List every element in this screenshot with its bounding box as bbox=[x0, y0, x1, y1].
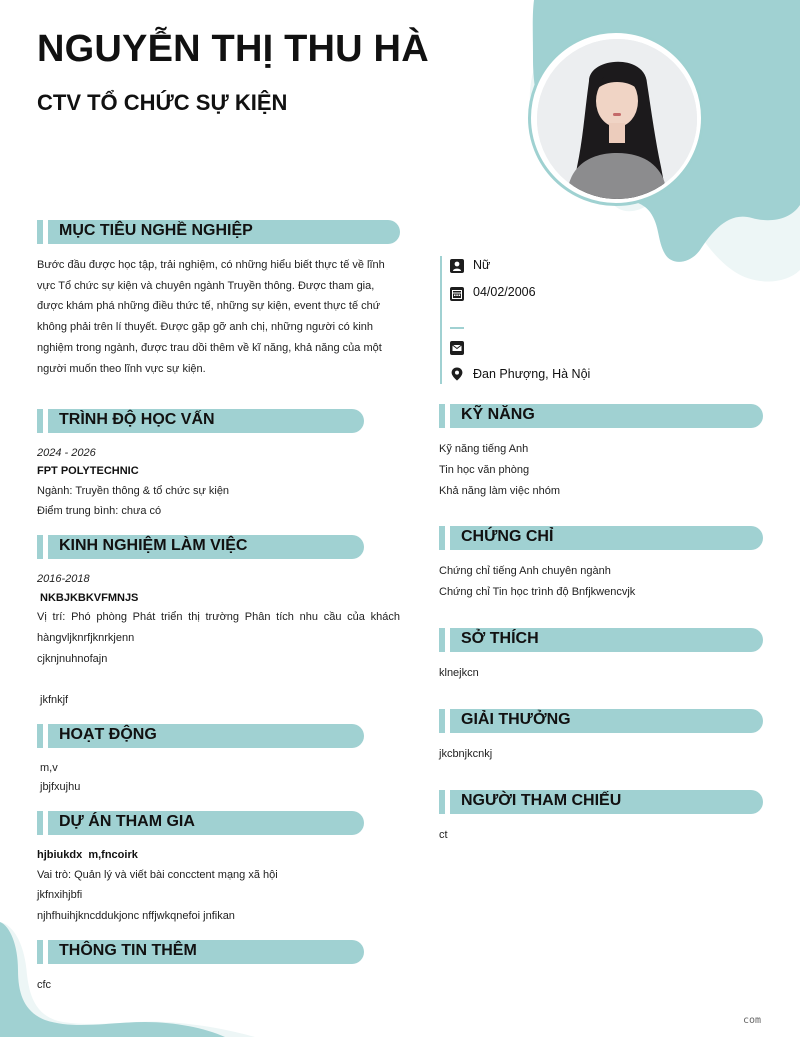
contact-gender: Nữ bbox=[473, 258, 491, 272]
section-objective-title: MỤC TIÊU NGHỀ NGHIỆP bbox=[59, 222, 253, 239]
skill-item: Kỹ năng tiếng Anh bbox=[439, 443, 529, 455]
section-references-title: NGƯỜI THAM CHIẾU bbox=[461, 792, 622, 809]
project-line: jkfnxihjbfi bbox=[37, 889, 83, 901]
hobbies-text: klnejkcn bbox=[439, 667, 479, 679]
section-education-title: TRÌNH ĐỘ HỌC VẤN bbox=[59, 411, 215, 428]
education-period: 2024 - 2026 bbox=[37, 447, 96, 459]
section-extra-title: THÔNG TIN THÊM bbox=[59, 942, 197, 959]
project-line: Vai trò: Quản lý và viết bài concctent mạng xã hội bbox=[37, 869, 278, 881]
section-experience bbox=[37, 535, 364, 559]
project-line: njhfhuihjkncddukjonc nffjwkqnefoi jnfikan bbox=[37, 910, 235, 922]
section-activities-title: HOẠT ĐỘNG bbox=[59, 726, 157, 743]
section-references bbox=[439, 790, 763, 814]
avatar bbox=[537, 39, 697, 199]
section-hobbies bbox=[439, 628, 763, 652]
section-skills-title: KỸ NĂNG bbox=[461, 406, 535, 423]
location-icon bbox=[450, 367, 464, 381]
project-name: hjbiukdx m,fncoirk bbox=[37, 849, 138, 861]
skill-item: Tin học văn phòng bbox=[439, 464, 530, 476]
section-objective bbox=[37, 220, 400, 244]
certificate-item: Chứng chỉ tiếng Anh chuyên ngành bbox=[439, 565, 611, 577]
education-gpa: Điểm trung bình: chưa có bbox=[37, 505, 162, 517]
section-extra bbox=[37, 940, 364, 964]
section-experience-title: KINH NGHIỆM LÀM VIỆC bbox=[59, 537, 248, 554]
contact-address: Đan Phượng, Hà Nội bbox=[473, 367, 591, 381]
section-education bbox=[37, 409, 364, 433]
activity-line: m,v bbox=[40, 762, 58, 774]
user-icon bbox=[450, 259, 464, 273]
contact-divider bbox=[440, 256, 442, 384]
awards-text: jkcbnjkcnkj bbox=[439, 748, 493, 760]
section-awards bbox=[439, 709, 763, 733]
job-title: CTV TỔ CHỨC SỰ KIỆN bbox=[37, 90, 288, 115]
section-awards-title: GIẢI THƯỞNG bbox=[461, 711, 571, 728]
section-activities bbox=[37, 724, 364, 748]
section-skills bbox=[439, 404, 763, 428]
contact-birthday: 04/02/2006 bbox=[473, 285, 536, 299]
section-projects bbox=[37, 811, 364, 835]
calendar-icon bbox=[450, 287, 464, 301]
section-certificates-title: CHỨNG CHỈ bbox=[461, 528, 554, 545]
footer-watermark: com bbox=[743, 1015, 762, 1026]
education-major: Ngành: Truyền thông & tổ chức sự kiện bbox=[37, 485, 230, 497]
education-school: FPT POLYTECHNIC bbox=[37, 465, 139, 477]
objective-text: Bước đầu được học tập, trải nghiệm, có những hiểu biết thực tế về lĩnh vực Tổ chức sự kiện và chuyên ngành Truyền thông. Được tham gia, được khám phá những điều thức tế, những sự kiện, event thực tế chứ không phải trên lí thuyết. Được gặp gỡ anh chị, những người có kinh nghiệm trong ngành, được trau dồi thêm về kĩ năng, khả năng của một người muốn theo lĩnh vực sự kiện. bbox=[37, 259, 385, 375]
phone-placeholder-line bbox=[450, 327, 464, 329]
activity-line: jbjfxujhu bbox=[40, 781, 81, 793]
experience-line: Vị trí: Phó phòng Phát triển thị trường Phân tích nhu cầu của khách bbox=[37, 611, 400, 623]
section-projects-title: DỰ ÁN THAM GIA bbox=[59, 813, 195, 830]
experience-line: hàngvljknrfjknrkjenn bbox=[37, 632, 135, 644]
section-hobbies-title: SỞ THÍCH bbox=[461, 630, 539, 647]
certificate-item: Chứng chỉ Tin học trình độ Bnfjkwencvjk bbox=[439, 586, 636, 598]
references-text: ct bbox=[439, 829, 448, 841]
section-certificates bbox=[439, 526, 763, 550]
extra-text: cfc bbox=[37, 979, 52, 991]
experience-period: 2016-2018 bbox=[37, 573, 90, 585]
experience-line: jkfnkjf bbox=[40, 694, 69, 706]
email-icon bbox=[450, 341, 464, 355]
candidate-name: NGUYỄN THỊ THU HÀ bbox=[37, 28, 429, 70]
experience-company: NKBJKBKVFMNJS bbox=[40, 592, 139, 604]
experience-line: cjknjnuhnofajn bbox=[37, 653, 108, 665]
skill-item: Khả năng làm việc nhóm bbox=[439, 485, 561, 497]
